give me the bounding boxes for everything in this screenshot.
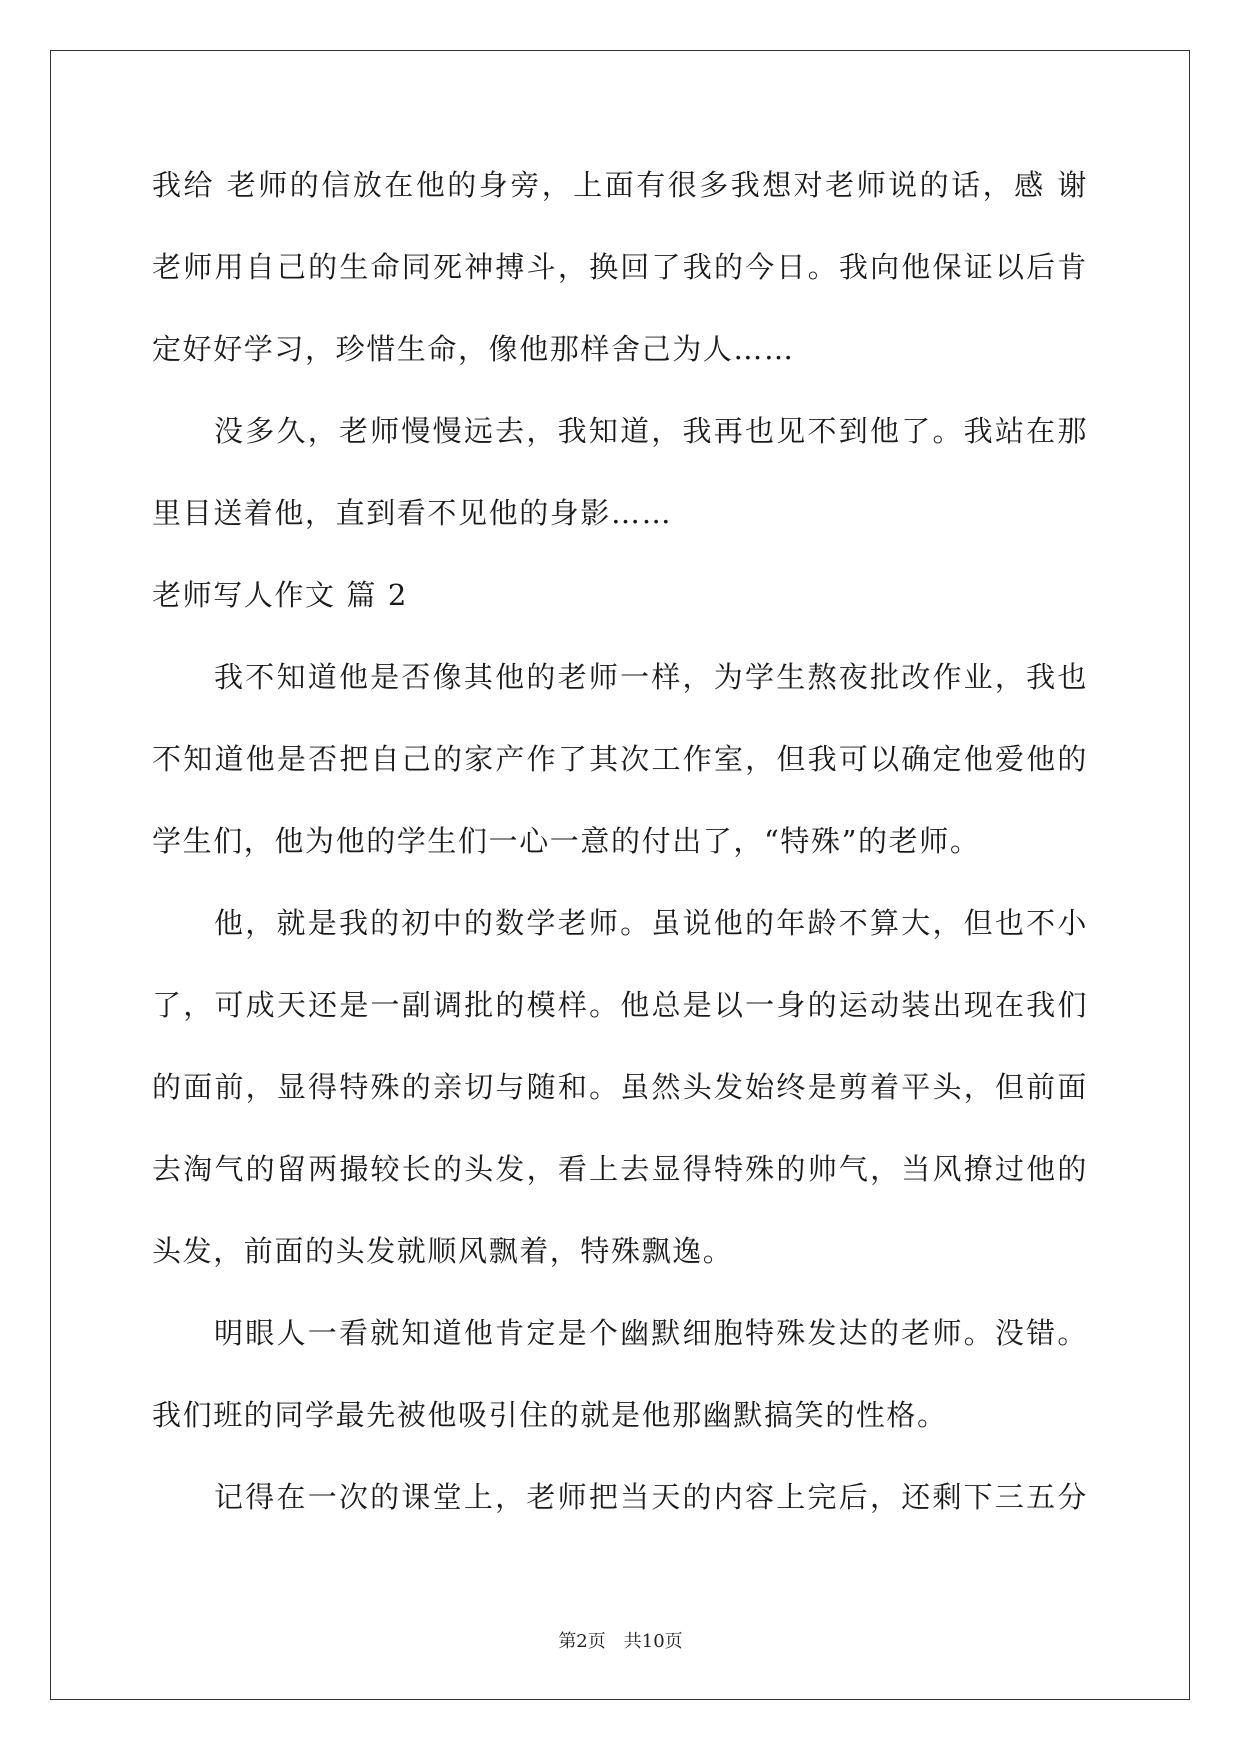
page-footer: [0, 1627, 1241, 1653]
text-line: 我们班的同学最先被他吸引住的就是他那幽默搞笑的性格。: [152, 1398, 948, 1432]
text-line: 不知道他是否把自己的家产作了其次工作室，但我可以确定他爱他的: [152, 742, 1088, 776]
total-pages-label: 共10页: [623, 1631, 683, 1652]
text-line: 他，就是我的初中的数学老师。虽说他的年龄不算大，但也不小: [214, 906, 1088, 940]
text-line: 定好好学习，珍惜生命，像他那样舍己为人……: [152, 332, 795, 366]
text-line: 老师用自己的生命同死神搏斗，换回了我的今日。我向他保证以后肯: [152, 250, 1088, 284]
text-line: 我给 老师的信放在他的身旁，上面有很多我想对老师说的话，感 谢: [152, 168, 1088, 202]
text-line: 了，可成天还是一副调批的模样。他总是以一身的运动装出现在我们: [152, 988, 1088, 1022]
text-line: 头发，前面的头发就顺风飘着，特殊飘逸。: [152, 1234, 734, 1268]
current-page-label: 第2页: [558, 1631, 606, 1652]
text-line: 去淘气的留两撮较长的头发，看上去显得特殊的帅气，当风撩过他的: [152, 1152, 1088, 1186]
text-line: 学生们，他为他的学生们一心一意的付出了，“特殊”的老师。: [152, 824, 981, 858]
document-body: [152, 165, 1088, 1559]
text-line: 我不知道他是否像其他的老师一样，为学生熬夜批改作业，我也: [214, 660, 1088, 694]
section-heading: 老师写人作文 篇 2: [152, 578, 408, 612]
text-line: 的面前，显得特殊的亲切与随和。虽然头发始终是剪着平头，但前面: [152, 1070, 1088, 1104]
text-line: 没多久，老师慢慢远去，我知道，我再也见不到他了。我站在那: [214, 414, 1088, 448]
text-line: 里目送着他，直到看不见他的身影……: [152, 496, 673, 530]
text-line: 明眼人一看就知道他肯定是个幽默细胞特殊发达的老师。没错。: [214, 1316, 1088, 1350]
text-line: 记得在一次的课堂上，老师把当天的内容上完后，还剩下三五分: [214, 1480, 1088, 1514]
